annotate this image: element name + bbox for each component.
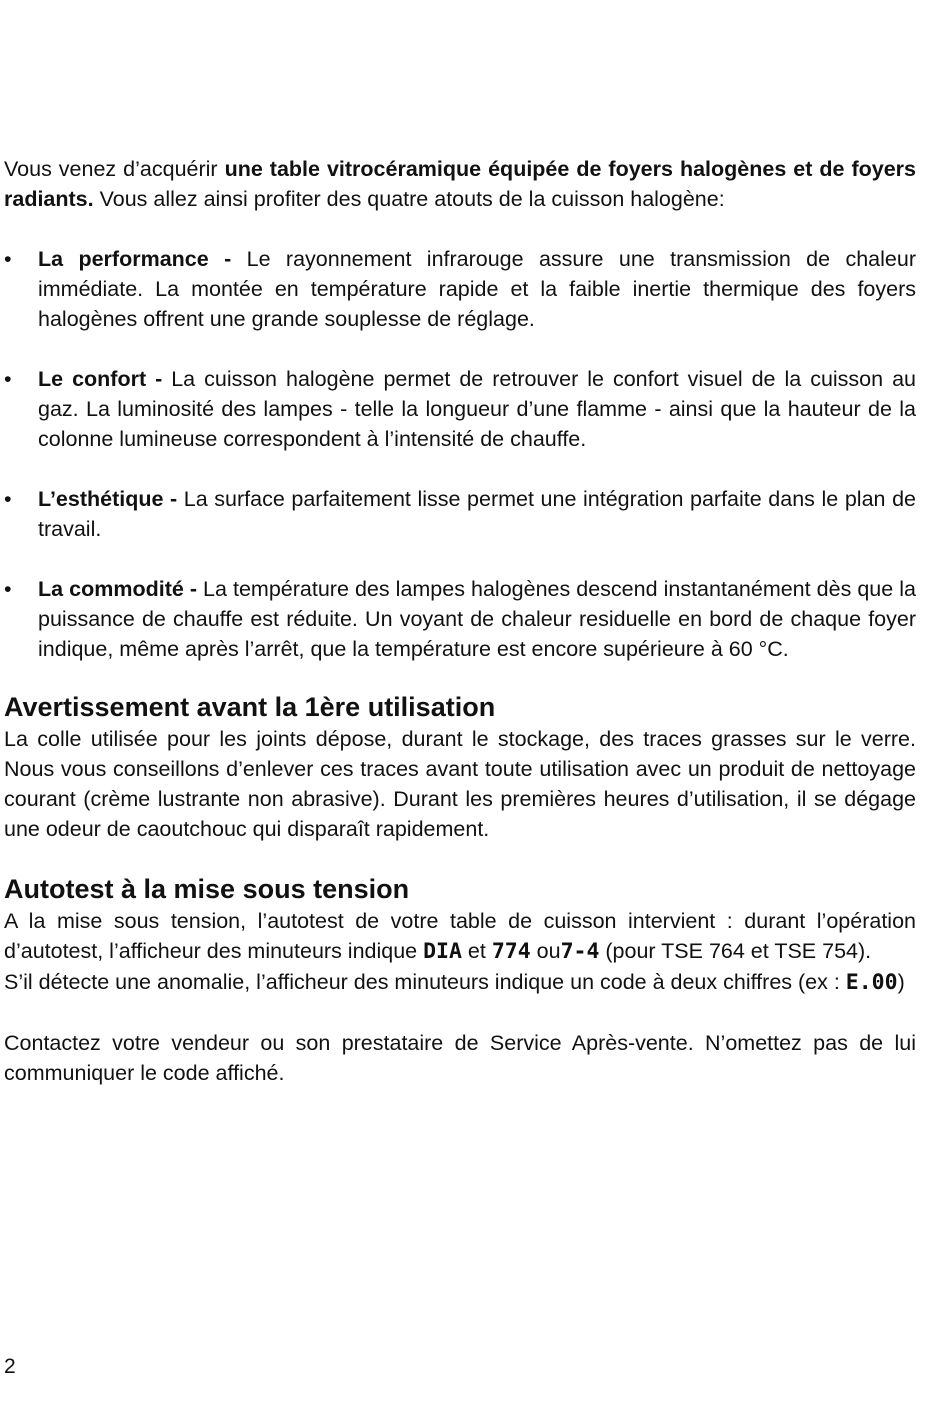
bullet: • xyxy=(4,367,12,391)
list-item xyxy=(4,244,916,334)
selftest-text: A la mise sous tension, l’autotest de votre table de cuisson intervient : durant l’opération d’autotest, l’afficheur des minuteurs indique xyxy=(4,909,916,963)
intro-text: Vous venez d’acquérir xyxy=(4,157,225,181)
selftest-text: ou xyxy=(530,939,561,963)
warning-paragraph: La colle utilisée pour les joints dépose, durant le stockage, des traces grasses sur le verre. Nous vous conseillons d’enlever ces traces avant toute utilisation avec un produit de nettoyage courant (crème lustrante non abrasive). Durant les premières heures d’utilisation, il se dégage une odeur de caoutchouc qui disparaît rapidement. xyxy=(4,727,916,841)
display-code-error: E.00 xyxy=(845,970,898,995)
page-number: 2 xyxy=(4,1355,16,1378)
selftest-text: (pour TSE 764 et TSE 754). xyxy=(599,939,872,963)
intro-paragraph xyxy=(4,154,916,214)
bullet: • xyxy=(4,577,12,601)
bullet: • xyxy=(4,247,12,271)
feature-title: Le confort - xyxy=(38,367,163,391)
selftest-heading: Autotest à la mise sous tension xyxy=(4,874,410,904)
feature-text: Le rayonnement infrarouge assure une transmission de chaleur immédiate. La montée en température rapide et la faible inertie thermique des foyers halogènes offrent une grande souplesse de réglage. xyxy=(38,247,916,331)
warning-heading: Avertissement avant la 1ère utilisation xyxy=(4,692,496,722)
selftest-text: ) xyxy=(897,970,905,994)
display-code-7-4: 7-4 xyxy=(560,939,600,964)
feature-title: L’esthétique - xyxy=(38,487,178,511)
feature-title: La commodité - xyxy=(38,577,198,601)
list-item xyxy=(4,364,916,454)
selftest-text: et xyxy=(461,939,492,963)
page-body xyxy=(4,154,916,1088)
selftest-paragraph-1 xyxy=(4,906,916,967)
feature-text: La température des lampes halogènes descend instantanément dès que la puissance de chauffe est réduite. Un voyant de chaleur residuelle en bord de chaque foyer indique, même après l’arrêt, que la température est encore supérieure à 60 °C. xyxy=(38,577,916,661)
feature-text: La surface parfaitement lisse permet une intégration parfaite dans le plan de travail. xyxy=(38,487,916,541)
selftest-text: S’il détecte une anomalie, l’afficheur des minuteurs indique un code à deux chiffres (ex : xyxy=(4,970,846,994)
feature-text: La cuisson halogène permet de retrouver le confort visuel de la cuisson au gaz. La luminosité des lampes - telle la longueur d’une flamme - ainsi que la hauteur de la colonne lumineuse correspondent à l’intensité de chauffe. xyxy=(38,367,916,451)
selftest-paragraph-3: Contactez votre vendeur ou son prestataire de Service Après-vente. N’omettez pas de lui communiquer le code affiché. xyxy=(4,1031,916,1085)
display-code-dia: DIA xyxy=(423,939,462,964)
selftest-paragraph-2 xyxy=(4,967,916,998)
bullet: • xyxy=(4,487,12,511)
intro-bold-text: une table vitrocéramique équipée de foyers halogènes et de foyers radiants. xyxy=(4,157,916,211)
intro-text-end: Vous allez ainsi profiter des quatre atouts de la cuisson halogène: xyxy=(93,187,725,211)
list-item xyxy=(4,484,916,544)
spacer xyxy=(4,998,916,1028)
feature-title: La performance - xyxy=(38,247,232,271)
features-list xyxy=(4,244,916,664)
display-code-774: 774 xyxy=(491,939,531,964)
list-item xyxy=(4,574,916,664)
